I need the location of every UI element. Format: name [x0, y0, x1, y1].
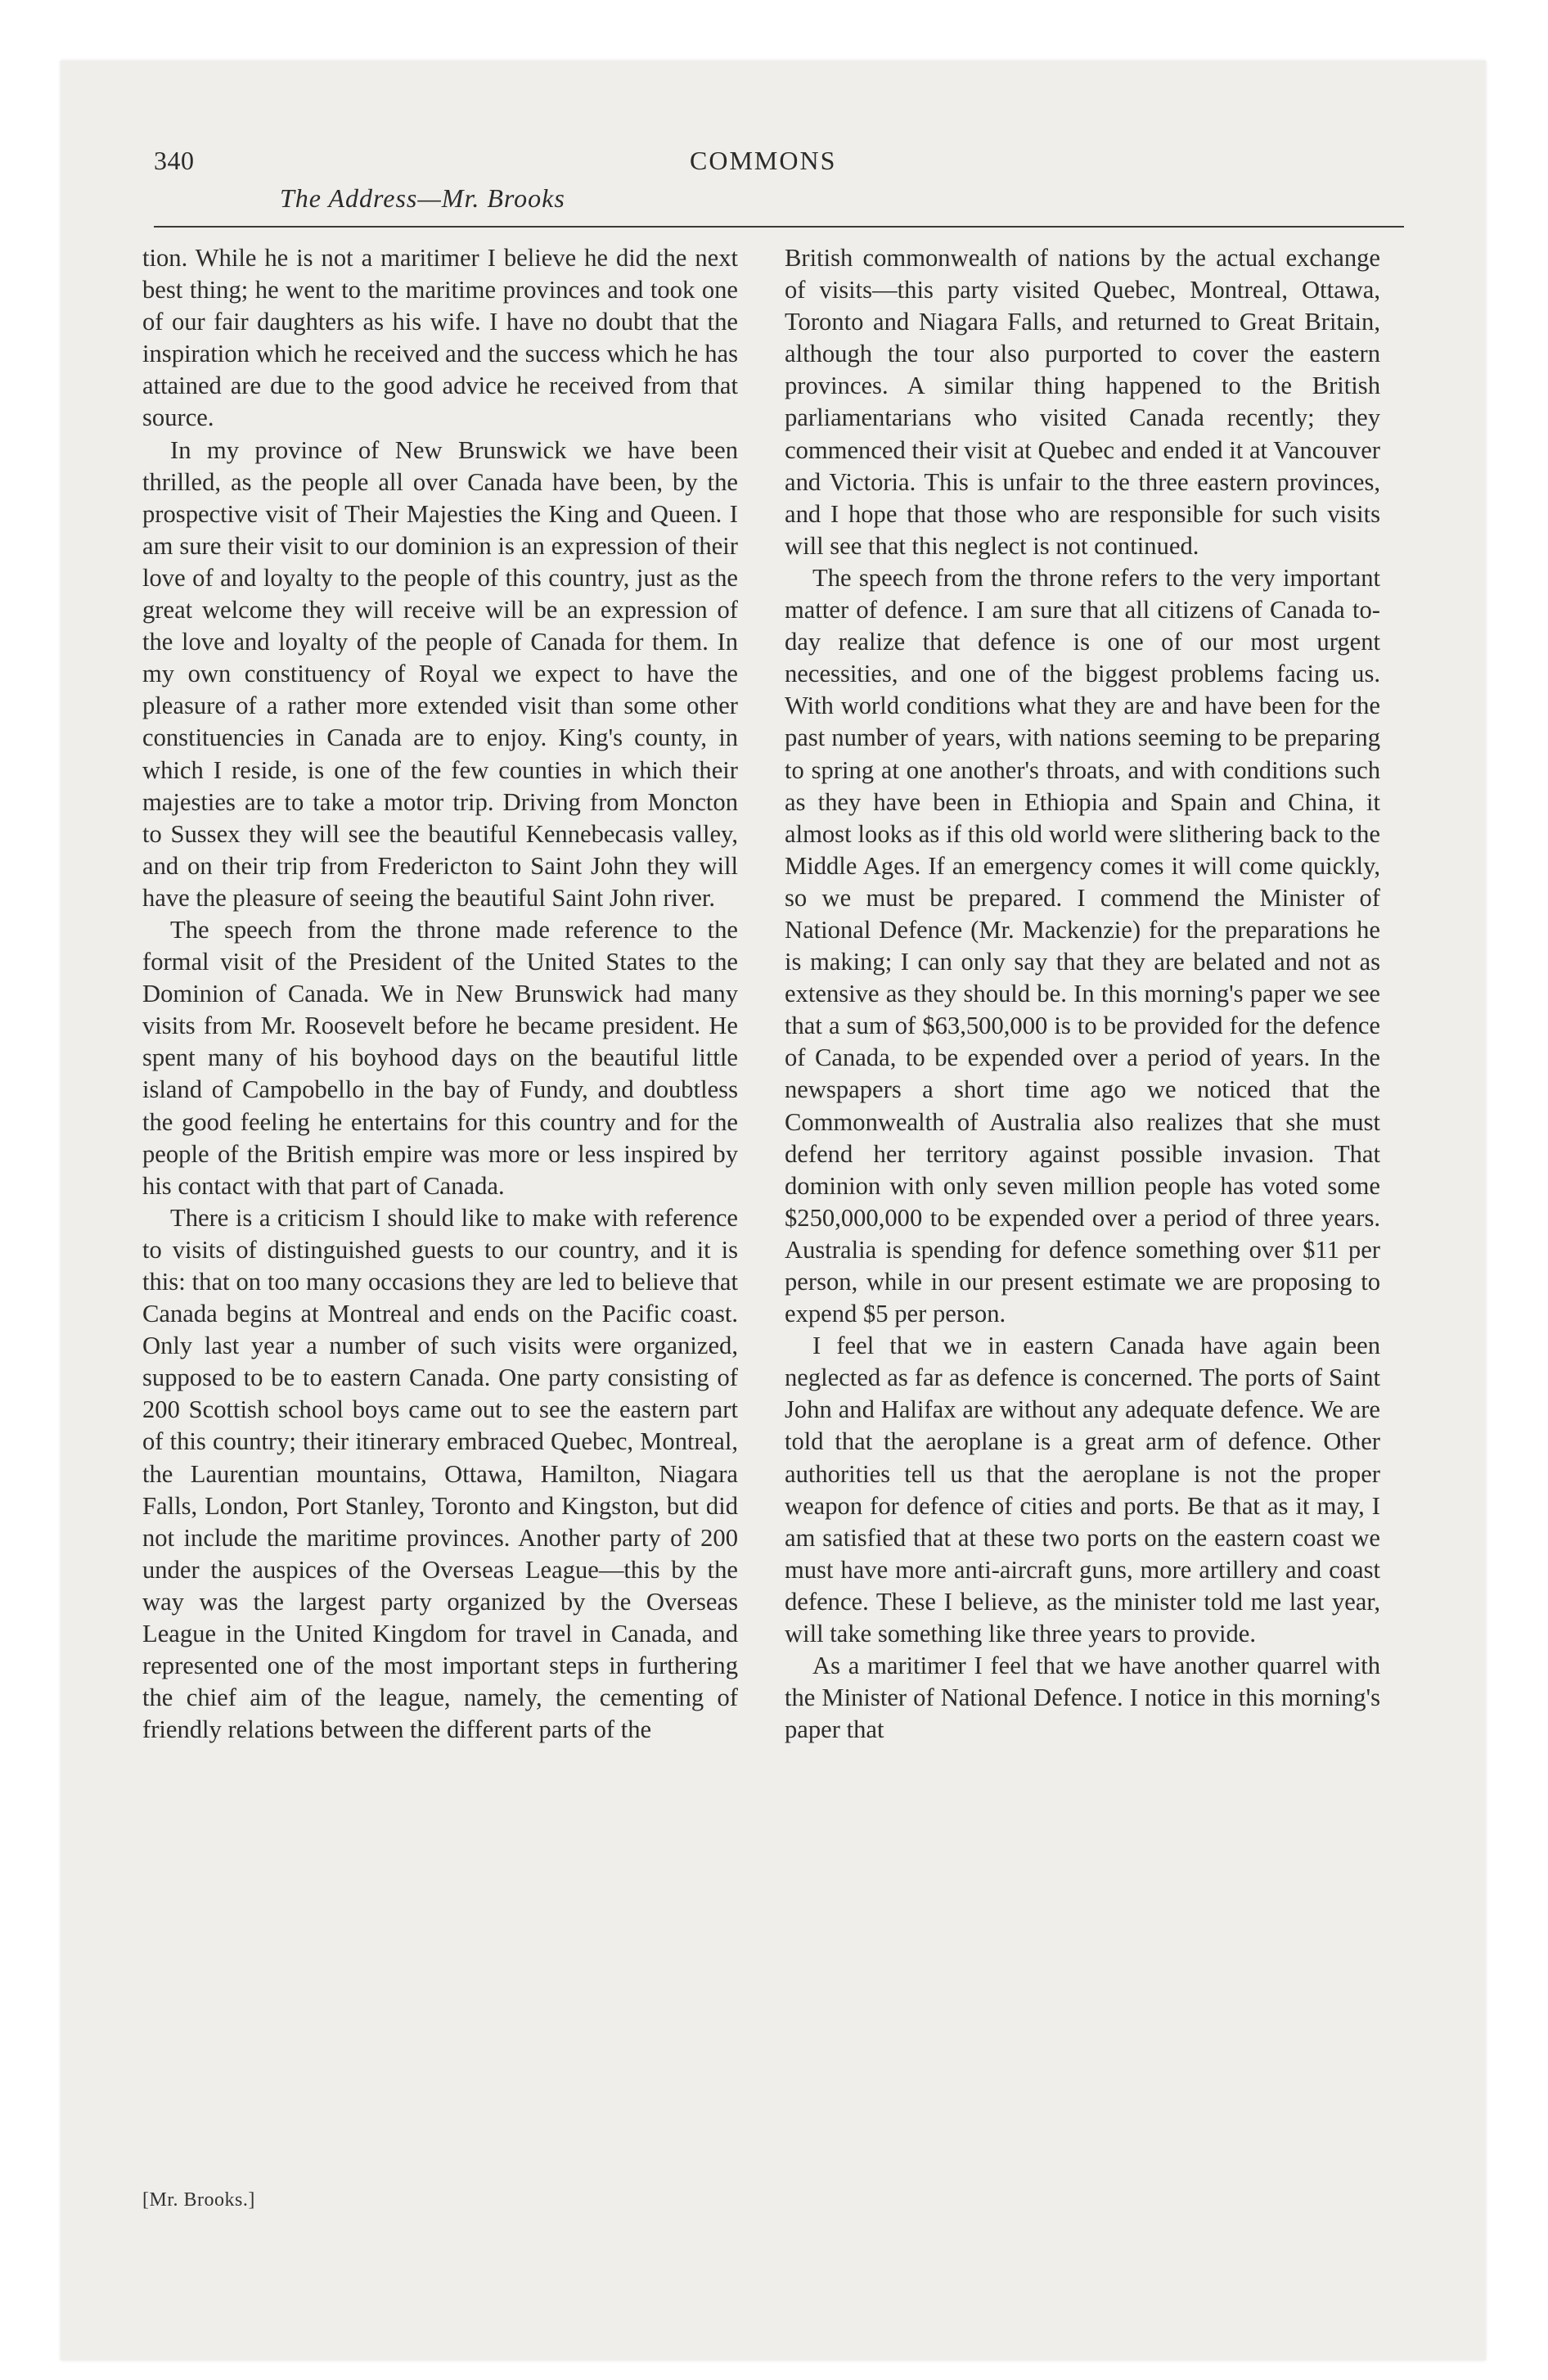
paragraph: British commonwealth of nations by the actual exchange of visits—this party visited Quebec, Montreal, Ottawa, Toronto and Niagara Falls, and returned to Great Britain, although the tour also purported to cover the eastern provinces. A similar thing happened to the British parliamentarians who visited Canada recently; they commenced their visit at Quebec and ended it at Vancouver and Victoria. This is unfair to the three eastern provinces, and I hope that those who are responsible for such visits will see that this neglect is not continued. [785, 244, 1380, 560]
house-title: COMMONS [690, 146, 837, 175]
paragraph: In my province of New Brunswick we have been thrilled, as the people all over Canada have been, by the prospective visit of Their Majesties the King and Queen. I am sure their visit to our dominion is an expression of their love of and loyalty to the people of this country, just as the great welcome they will receive will be an expression of the love and loyalty of the people of Canada for them. In my own constituency of Royal we expect to have the pleasure of a rather more extended visit than some other constituencies in Canada are to enjoy. King's county, in which I reside, is one of the few counties in which their majesties are to take a motor trip. Driving from Moncton to Sussex they will see the beautiful Kennebecasis valley, and on their trip from Fredericton to Saint John they will have the pleasure of seeing the beautiful Saint John river. [142, 435, 738, 912]
paragraph: As a maritimer I feel that we have another quarrel with the Minister of National Defence. I notice in this morning's paper that [785, 1652, 1380, 1744]
paragraph: I feel that we in eastern Canada have again been neglected as far as defence is concerned. The ports of Saint John and Halifax are without any adequate defence. We are told that the aeroplane is a great arm of defence. Other authorities tell us that the aeroplane is not the proper weapon for defence of cities and ports. Be that as it may, I am satisfied that at these two ports on the eastern coast we must have more anti-aircraft guns, more artillery and coast defence. These I believe, as the minister told me last year, will take something like three years to provide. [785, 1332, 1380, 1648]
paragraph: There is a criticism I should like to make with reference to visits of distinguished guests to our country, and it is this: that on too many occasions they are led to believe that Canada begins at Montreal and ends on the Pacific coast. Only last year a number of such visits were organized, supposed to be to eastern Canada. One party consisting of 200 Scottish school boys came out to see the eastern part of this country; their itinerary embraced Quebec, Montreal, the Laurentian mountains, Ottawa, Hamilton, Niagara Falls, London, Port Stanley, Toronto and Kingston, but did not include the maritime provinces. Another party of 200 under the auspices of the Overseas League—this by the way was the largest party organized by the Overseas League in the United Kingdom for travel in Canada, and represented one of the most important steps in furthering the chief aim of the league, namely, the cementing of friendly relations between the different parts of the [142, 1203, 738, 1744]
right-column [785, 242, 1380, 1746]
paragraph: The speech from the throne made reference to the formal visit of the President of the United States to the Dominion of Canada. We in New Brunswick had many visits from Mr. Roosevelt before he became president. He spent many of his boyhood days on the beautiful little island of Campobello in the bay of Fundy, and doubtless the good feeling he entertains for this country and for the people of the British empire was more or less inspired by his contact with that part of Canada. [142, 915, 738, 1200]
running-title: The Address—Mr. Brooks [280, 183, 565, 213]
paragraph: The speech from the throne refers to the very important matter of defence. I am sure that all citizens of Canada to-day realize that defence is one of our most urgent necessities, and one of the biggest problems facing us. With world conditions what they are and have been for the past number of years, with nations seeming to be preparing to spring at one another's throats, and with conditions such as they have been in Ethiopia and Spain and China, it almost looks as if this old world were slithering back to the Middle Ages. If an emergency comes it will come quickly, so we must be prepared. I commend the Minister of National Defence (Mr. Mackenzie) for the preparations he is making; I can only say that they are belated and not as extensive as they should be. In this morning's paper we see that a sum of $63,500,000 is to be provided for the defence of Canada, to be expended over a period of years. In the newspapers a short time ago we noticed that the Commonwealth of Australia also realizes that she must defend her territory against possible invasion. That dominion with only seven million people has voted some $250,000,000 to be expended over a period of three years. Australia is spending for defence something over $11 per person, while in our present estimate we are proposing to expend $5 per person. [785, 563, 1380, 1328]
paragraph: tion. While he is not a maritimer I believe he did the next best thing; he went to the maritime provinces and took one of our fair daughters as his wife. I have no doubt that the inspiration which he received and the success which he has attained are due to the good advice he received from that source. [142, 244, 738, 432]
left-column [142, 242, 738, 1746]
speaker-footnote: [Mr. Brooks.] [142, 2189, 255, 2211]
page-header [154, 144, 1404, 221]
page-number: 340 [154, 146, 195, 175]
header-rule [154, 226, 1404, 228]
